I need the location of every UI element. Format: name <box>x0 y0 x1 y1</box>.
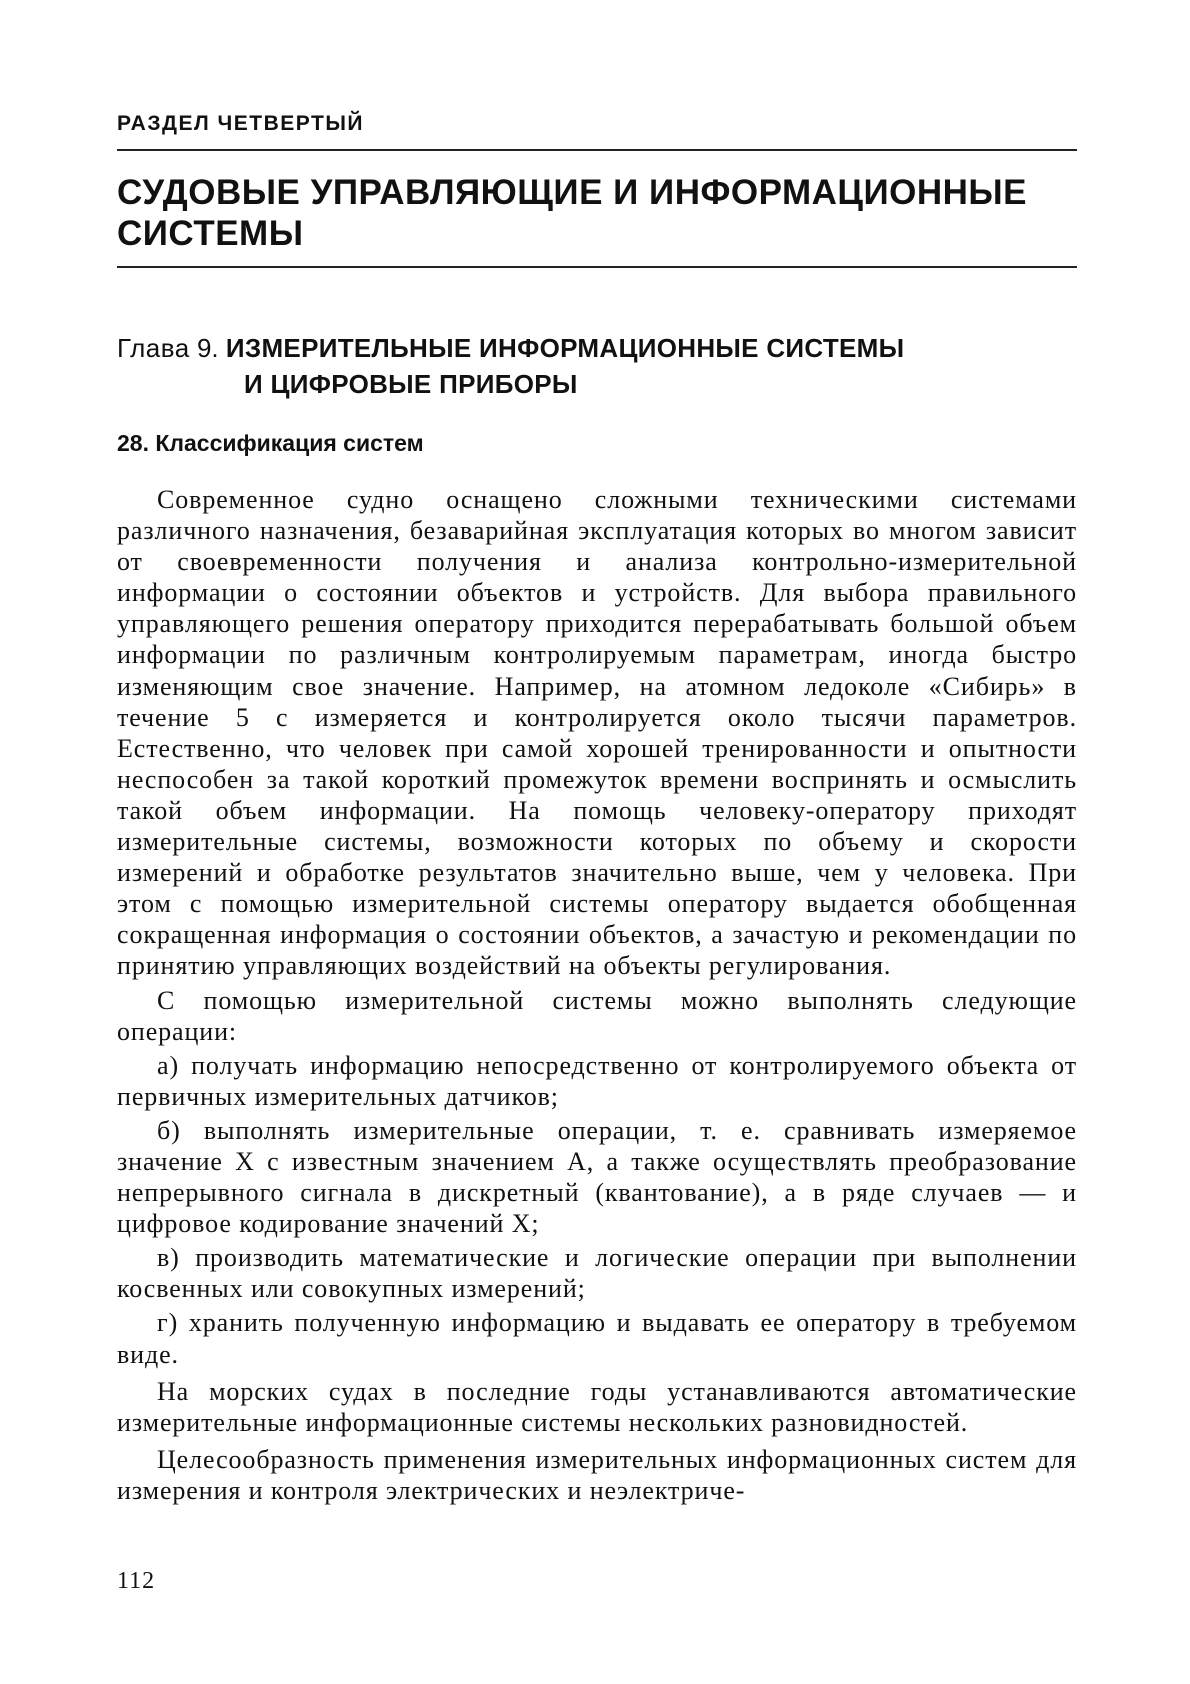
chapter-title-line2: И ЦИФРОВЫЕ ПРИБОРЫ <box>244 369 578 399</box>
chapter-heading <box>117 330 1077 402</box>
list-item: а) получать информацию непосредственно от контролируемого объекта от первичных измерительных датчиков; <box>117 1050 1077 1111</box>
paragraph: На морских судах в последние годы устанавливаются автоматические измерительные информационные системы нескольких разновидностей. <box>117 1376 1077 1437</box>
chapter-title-line1: ИЗМЕРИТЕЛЬНЫЕ ИНФОРМАЦИОННЫЕ СИСТЕМЫ <box>225 333 905 363</box>
body-text <box>117 484 1077 1509</box>
paragraph: С помощью измерительной системы можно выполнять следующие операции: <box>117 985 1077 1046</box>
chapter-prefix: Глава <box>117 333 190 363</box>
section-title: СУДОВЫЕ УПРАВЛЯЮЩИЕ И ИНФОРМАЦИОННЫЕ СИСТЕМЫ <box>117 173 1027 253</box>
paragraph: Современное судно оснащено сложными техническими системами различного назначения, безаварийная эксплуатация которых во многом зависит от своевременности получения и анализа контрольно-измерительной информации о состоянии объектов и устройств. Для выбора правильного управляющего решения оператору приходится перерабатывать большой объем информации по различным контролируемым параметрам, иногда быстро изменяющим свое значение. Например, на атомном ледоколе «Сибирь» в течение 5 с измеряется и контролируется около тысячи параметров. Естественно, что человек при самой хорошей тренированности и опытности неспособен за такой короткий промежуток времени воспринять и осмыслить такой объем информации. На помощь человеку-оператору приходят измерительные системы, возможности которых по объему и скорости измерений и обработке результатов значительно выше, чем у человека. При этом с помощью измерительной системы оператору выдается обобщенная сокращенная информация о состоянии объектов, а зачастую и рекомендации по принятию управляющих воздействий на объекты регулирования. <box>117 485 1077 981</box>
top-divider <box>117 149 1077 151</box>
chapter-number: 9. <box>196 333 219 363</box>
section-label: РАЗДЕЛ ЧЕТВЕРТЫЙ <box>117 112 364 135</box>
list-item: б) выполнять измерительные операции, т. е. сравнивать измеряемое значение X с известным значением A, а также осуществлять преобразование непрерывного сигнала в дискретный (квантование), а в ряде случаев — и цифровое кодирование значений X; <box>117 1115 1077 1239</box>
subsection-heading: 28. Классификация систем <box>117 430 424 456</box>
bottom-divider <box>117 266 1077 268</box>
page-number: 112 <box>117 1568 156 1594</box>
list-item: в) производить математические и логические операции при выполнении косвенных или совокупных измерений; <box>117 1243 1077 1304</box>
list-item: г) хранить полученную информацию и выдавать ее оператору в требуемом виде. <box>117 1308 1077 1369</box>
paragraph: Целесообразность применения измерительных информационных систем для измерения и контроля электрических и неэлектриче- <box>117 1444 1077 1505</box>
